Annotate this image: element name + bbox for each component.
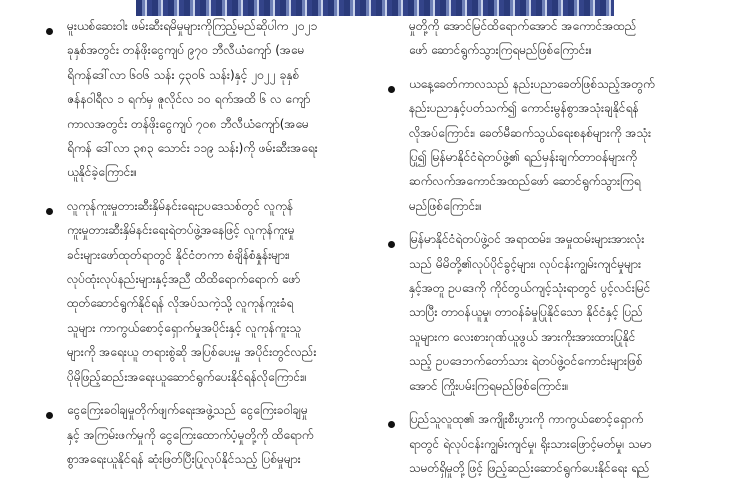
paragraph: မူးယစ်ဆေးဝါး ဖမ်းဆီးရမိမှုများကိုကြည့်မည်ဆိုပါက ၂၀၂၁ ခုနှစ်အတွင်း တန်ဖိုးငွေကျပ် ၉၇၀ ဘီလီယံကျော် (အမေ ရိကန်ဒေါ်လာ ၆၀၆ သန်း ၄၃၀၆ သန်း)နှင့် ၂၀၂၂ ခုနှစ် ဇန်နဝါရီလ ၁ ရက်မှ ဇူလိုင်လ ၁၀ ရက်အထိ ၆ လ ကျော် ကာလအတွင်း တန်ဖိုးငွေကျပ် ၇၀၈ ဘီလီယံကျော်(အမေ ရိကန် ဒေါ်လာ ၃၈၃ သောင်း ၁၁၉ သန်း)ကို ဖမ်းဆီးအရေး ယူနိုင်ခဲ့ကြောင်း။	[67, 19, 318, 180]
bullet-icon	[388, 421, 395, 428]
paragraph: လူကုန်ကူးမှုတားဆီးနှိမ်နင်းရေးဥပဒေသစ်တွင် လူကုန် ကူးမှုတားဆီးနှိမ်နင်းရေးရဲတပ်ဖွဲ့အနေဖြင့် လူကုန်ကူးမှု ခင်းများဖော်ထုတ်ရာတွင် နိုင်ငံတကာ စံချိန်စံနှုန်းများ၊ လုပ်ထုံးလုပ်နည်းများနှင့်အညီ ထိထိရောက်ရောက် ဖော် ထုတ်ဆောင်ရွက်နိုင်ရန် လိုအပ်သကဲ့သို့ လူကုန်ကူးခံရ သူများ ကာကွယ်စောင့်ရှောက်မှုအပိုင်းနှင့် လူကုန်ကူးသူ များကို အရေးယူ တရားစွဲဆို အပြစ်ပေးမှု အပိုင်းတွင်လည်း ပိုမိုဖြည့်ဆည်းအရေးယူဆောင်ရွက်ပေးနိုင်ရန်လိုကြောင်း။	[67, 198, 317, 384]
bullet-item	[382, 72, 718, 218]
bullet-item	[40, 14, 373, 185]
right-column	[382, 14, 718, 489]
bullet-icon	[46, 412, 53, 419]
paragraph: ငွေကြေးခဝါချမှုတိုက်ဖျက်ရေးအဖွဲ့သည် ငွေကြေးခဝါချမှု နှင့် အကြမ်းဖက်မှုကို ငွေကြေးထောက်ပံ့မှုတို့ကို ထိရောက် စွာအရေးယူနိုင်ရန် ဆုံးဖြတ်ပြီးပြုလုပ်နိုင်သည့် ပြစ်မှုများ	[67, 403, 314, 466]
left-column	[40, 14, 373, 480]
paragraph: ပြည်သူလူထု၏ အကျိုးစီးပွားကို ကာကွယ်စောင့်ရှောက် ရာတွင် ရဲလုပ်ငန်းကျွမ်းကျင်မှု၊ ရိုးသားဖြောင့်မတ်မှု၊ သမာ သမတ်ရှိမှုတို့ဖြင့် ဖြည့်ဆည်းဆောင်ရွက်ပေးနိုင်ရေး ရည်	[409, 412, 652, 475]
bullet-icon	[46, 208, 53, 215]
bullet-item	[40, 398, 373, 471]
bullet-icon	[46, 28, 53, 35]
bullet-item	[382, 227, 718, 398]
bullet-item	[40, 194, 373, 389]
paragraph: မှုတို့ကို အောင်မြင်ထိရောက်အောင် အကောင်အထည် ဖော် ဆောင်ရွက်သွားကြရမည်ဖြစ်ကြောင်း။	[409, 19, 637, 58]
paragraph: ယနေ့ခေတ်ကာလသည် နည်းပညာခေတ်ဖြစ်သည့်အတွက် နည်းပညာနှင့်ပတ်သက်၍ ကောင်းမွန်စွာအသုံးချနိုင်ရန် လိုအပ်ကြောင်း၊ ခေတ်မီဆက်သွယ်ရေးစနစ်များကို အသုံး ပြု၍ မြန်မာနိုင်ငံရဲတပ်ဖွဲ့၏ ရည်မှန်းချက်တာဝန်များကို ဆက်လက်အကောင်အထည်ဖော် ဆောင်ရွက်သွားကြရ မည်ဖြစ်ကြောင်း။	[409, 76, 655, 213]
bullet-icon	[388, 241, 395, 248]
paragraph: မြန်မာနိုင်ငံရဲတပ်ဖွဲ့ဝင် အရာထမ်း၊ အမှုထမ်းများအားလုံး သည် မိမိတို့၏လုပ်ပိုင်ခွင့်များ၊ လုပ်ငန်းကျွမ်းကျင်မှုများ နှင့်အတူ ဥပဒေကို ကိုင်တွယ်ကျင့်သုံးရာတွင် ပွင့်လင်းမြင် သာပြီး တာဝန်ယူမှု၊ တာဝန်ခံမှုပြုနိုင်သော နိုင်ငံနှင့် ပြည် သူများက လေးစားဂုဏ်ယူဖွယ် အားကိုးအားထားပြုနိုင် သည့် ဥပဒေဘက်တော်သား ရဲတပ်ဖွဲ့ဝင်ကောင်းများဖြစ် အောင် ကြိုးပမ်းကြရမည်ဖြစ်ကြောင်း။	[409, 232, 651, 393]
continued-paragraph	[382, 14, 718, 63]
bullet-icon	[388, 86, 395, 93]
bullet-item	[382, 407, 718, 480]
